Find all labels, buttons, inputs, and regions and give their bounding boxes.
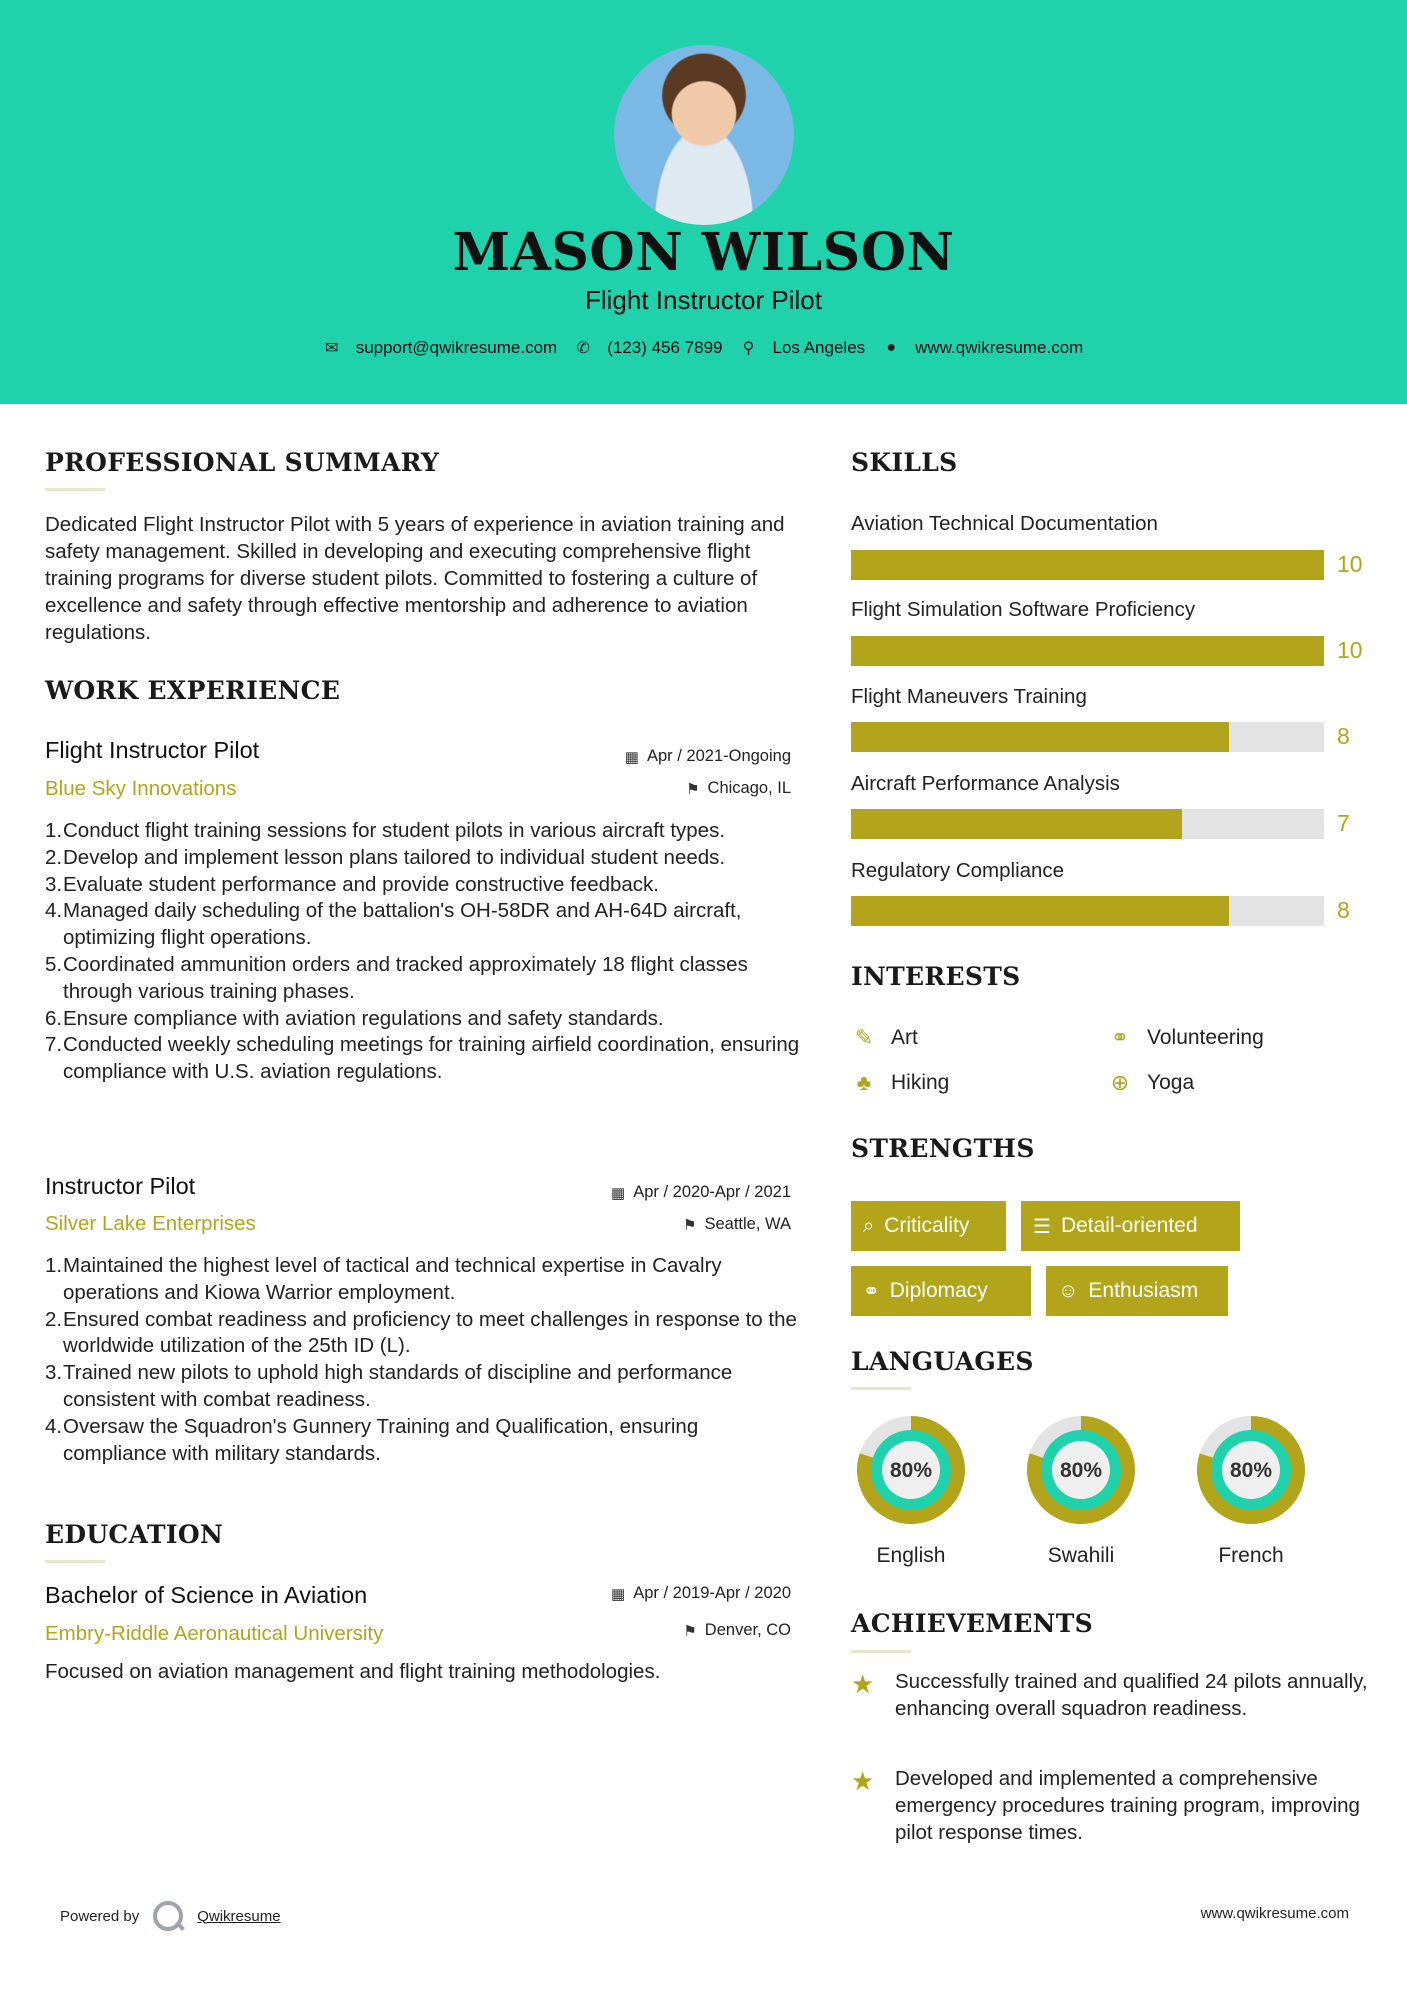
- star-icon: ★: [851, 1766, 875, 1796]
- skill-value: 10: [1337, 551, 1363, 577]
- contact-email-text: support@qwikresume.com: [355, 338, 558, 357]
- skill-value: 8: [1337, 723, 1350, 749]
- strengths-heading: STRENGTHS: [851, 1134, 1035, 1163]
- degree-title: Bachelor of Science in Aviation: [45, 1582, 368, 1608]
- star-icon: ★: [851, 1669, 875, 1699]
- paintbrush-icon: ✎: [854, 1025, 874, 1050]
- interest-label: Art: [891, 1026, 918, 1049]
- interest-label: Hiking: [891, 1071, 950, 1094]
- skill-bar-fill: [851, 809, 1182, 839]
- skill-name: Flight Maneuvers Training: [851, 685, 1087, 708]
- resume-header: [0, 0, 1407, 404]
- phone-icon: ✆: [576, 340, 590, 357]
- contact-email[interactable]: [324, 338, 558, 358]
- job-duties-list: [45, 818, 805, 1086]
- strength-chip: [851, 1266, 1031, 1316]
- language-percent: 80%: [1059, 1459, 1103, 1482]
- smile-icon: ☺: [1058, 1279, 1079, 1302]
- skill-bar-fill: [851, 550, 1324, 580]
- education-dates-text: Apr / 2019-Apr / 2020: [633, 1584, 791, 1602]
- job-location-text: Seattle, WA: [704, 1215, 791, 1233]
- pushpin-icon: ⚑: [683, 1216, 697, 1234]
- achievement-text: Successfully trained and qualified 24 pilots annually, enhancing overall squadron readiness.: [895, 1670, 1368, 1720]
- pushpin-icon: ⚑: [683, 1622, 697, 1640]
- list-item: Coordinated ammunition orders and tracked approximately 18 flight classes through various training phases.: [63, 952, 748, 1003]
- achievements-rule: [851, 1650, 911, 1653]
- strength-label: Diplomacy: [889, 1279, 988, 1302]
- interest-item: [851, 1025, 918, 1051]
- calendar-icon: ▦: [611, 1585, 626, 1603]
- powered-by-label: Powered by: [60, 1907, 140, 1925]
- job-title: Instructor Pilot: [45, 1173, 196, 1199]
- achievements-heading: ACHIEVEMENTS: [851, 1609, 1093, 1638]
- candidate-name: MASON WILSON: [452, 222, 955, 283]
- profile-photo: [614, 45, 794, 225]
- language-donut: [1019, 1408, 1143, 1532]
- skill-name: Aviation Technical Documentation: [851, 512, 1158, 535]
- skill-name: Flight Simulation Software Proficiency: [851, 598, 1196, 621]
- skill-bar: [851, 550, 1324, 580]
- skill-bar: [851, 722, 1324, 752]
- list-icon: ☰: [1033, 1215, 1051, 1238]
- qwikresume-logo-icon: [153, 1901, 183, 1931]
- list-item: Trained new pilots to uphold high standards of discipline and performance consistent with combat readiness.: [63, 1361, 733, 1411]
- achievement-text: Developed and implemented a comprehensive emergency procedures training program, improving pilot response times.: [895, 1767, 1360, 1844]
- job-dates-text: Apr / 2021-Ongoing: [646, 747, 791, 765]
- education-heading: EDUCATION: [45, 1520, 224, 1549]
- skills-heading: SKILLS: [851, 448, 958, 477]
- strength-label: Criticality: [884, 1214, 970, 1237]
- job-company: Silver Lake Enterprises: [45, 1212, 256, 1235]
- footer-url[interactable]: www.qwikresume.com: [1200, 1905, 1349, 1922]
- language-name: Swahili: [1047, 1544, 1115, 1567]
- experience-heading: WORK EXPERIENCE: [45, 676, 341, 705]
- languages-heading: LANGUAGES: [851, 1347, 1034, 1376]
- language-donut: [1189, 1408, 1313, 1532]
- footer-powered-by: [60, 1901, 281, 1931]
- skill-bar-fill: [851, 722, 1229, 752]
- contact-website[interactable]: [883, 338, 1083, 358]
- language-percent: 80%: [889, 1459, 933, 1482]
- interest-item: [851, 1070, 949, 1096]
- education-dates: [611, 1584, 791, 1603]
- search-icon: ⌕: [863, 1214, 875, 1237]
- language-item: [826, 1408, 996, 1568]
- contact-phone-text: (123) 456 7899: [607, 338, 723, 357]
- summary-text: Dedicated Flight Instructor Pilot with 5 years of experience in aviation training and safety management. Skilled in developing and executing comprehensive flight training programs for diverse student pilots. Committed to fostering a culture of excellence and safety through effective mentorship and adherence to aviation regulations.: [45, 513, 785, 644]
- envelope-icon: ✉: [324, 340, 339, 357]
- list-item: Ensured combat readiness and proficiency to meet challenges in response to the worldwide utilization of the 25th ID (L).: [63, 1307, 797, 1358]
- tree-icon: ♣: [856, 1070, 872, 1095]
- summary-heading: PROFESSIONAL SUMMARY: [45, 448, 440, 477]
- job-company: Blue Sky Innovations: [45, 777, 237, 800]
- list-item: Conduct flight training sessions for student pilots in various aircraft types.: [63, 819, 726, 842]
- skill-name: Regulatory Compliance: [851, 859, 1065, 882]
- interests-heading: INTERESTS: [851, 962, 1021, 991]
- education-location-text: Denver, CO: [704, 1621, 791, 1639]
- lifebuoy-icon: ⊕: [1110, 1070, 1130, 1095]
- education-description: Focused on aviation management and flight training methodologies.: [45, 1660, 661, 1683]
- list-item: Ensure compliance with aviation regulations and safety standards.: [63, 1006, 664, 1030]
- contact-phone[interactable]: [575, 338, 722, 358]
- language-name: French: [1218, 1544, 1284, 1567]
- job-title: Flight Instructor Pilot: [45, 737, 260, 763]
- map-pin-icon: ⚲: [742, 340, 755, 357]
- strength-chip: [1046, 1266, 1228, 1316]
- list-item: Managed daily scheduling of the battalion's OH-58DR and AH-64D aircraft, optimizing flight operations.: [63, 899, 742, 950]
- skill-bar: [851, 636, 1324, 666]
- handshake-icon: ⚭: [1110, 1025, 1130, 1050]
- skill-bar-fill: [851, 636, 1324, 666]
- interest-label: Volunteering: [1147, 1026, 1264, 1049]
- interest-item: [1107, 1025, 1264, 1051]
- language-item: [1166, 1408, 1336, 1568]
- brand-link[interactable]: Qwikresume: [197, 1907, 281, 1925]
- pushpin-icon: ⚑: [686, 780, 700, 798]
- job-duties-list: [45, 1253, 805, 1467]
- language-donut: [849, 1408, 973, 1532]
- strength-chip: [851, 1201, 1006, 1251]
- candidate-title: Flight Instructor Pilot: [585, 285, 822, 315]
- education-location: [683, 1621, 791, 1640]
- achievement-item: [851, 1766, 1371, 1846]
- language-name: English: [876, 1544, 946, 1567]
- school-name: Embry-Riddle Aeronautical University: [45, 1622, 384, 1645]
- strength-label: Detail-oriented: [1060, 1214, 1198, 1237]
- job-location-text: Chicago, IL: [707, 779, 791, 797]
- contact-location: [741, 338, 866, 358]
- summary-rule: [45, 488, 105, 491]
- list-item: Evaluate student performance and provide constructive feedback.: [63, 872, 659, 896]
- job-dates-text: Apr / 2020-Apr / 2021: [633, 1183, 791, 1201]
- job-location: [686, 779, 791, 798]
- interest-item: [1107, 1070, 1194, 1096]
- skill-bar: [851, 896, 1324, 926]
- job-dates: [625, 747, 791, 766]
- list-item: Conducted weekly scheduling meetings for training airfield coordination, ensuring compliance with U.S. aviation regulations.: [63, 1033, 800, 1084]
- language-item: [996, 1408, 1166, 1568]
- education-rule: [45, 1560, 105, 1563]
- languages-rule: [851, 1387, 911, 1390]
- skill-value: 8: [1337, 897, 1350, 923]
- job-dates: [611, 1183, 791, 1202]
- contact-location-text: Los Angeles: [772, 338, 866, 357]
- skill-name: Aircraft Performance Analysis: [851, 772, 1120, 795]
- job-location: [683, 1215, 791, 1234]
- language-percent: 80%: [1229, 1459, 1273, 1482]
- strength-label: Enthusiasm: [1088, 1279, 1199, 1302]
- list-item: Oversaw the Squadron's Gunnery Training and Qualification, ensuring compliance with military standards.: [63, 1414, 699, 1465]
- achievement-item: [851, 1669, 1371, 1723]
- contact-website-text: www.qwikresume.com: [915, 338, 1084, 357]
- interest-label: Yoga: [1147, 1071, 1195, 1094]
- list-item: Maintained the highest level of tactical and technical expertise in Cavalry operations and Kiowa Warrior employment.: [63, 1254, 722, 1304]
- skill-bar-fill: [851, 896, 1229, 926]
- skill-bar: [851, 809, 1324, 839]
- skill-value: 7: [1337, 810, 1350, 836]
- globe-icon: ●: [886, 339, 896, 356]
- contact-bar: [0, 338, 1407, 358]
- list-item: Develop and implement lesson plans tailored to individual student needs.: [63, 845, 726, 869]
- strength-chip: [1021, 1201, 1240, 1251]
- calendar-icon: ▦: [624, 748, 639, 766]
- skill-value: 10: [1337, 637, 1363, 663]
- calendar-icon: ▦: [611, 1184, 626, 1202]
- handshake-icon: ⚭: [863, 1280, 880, 1303]
